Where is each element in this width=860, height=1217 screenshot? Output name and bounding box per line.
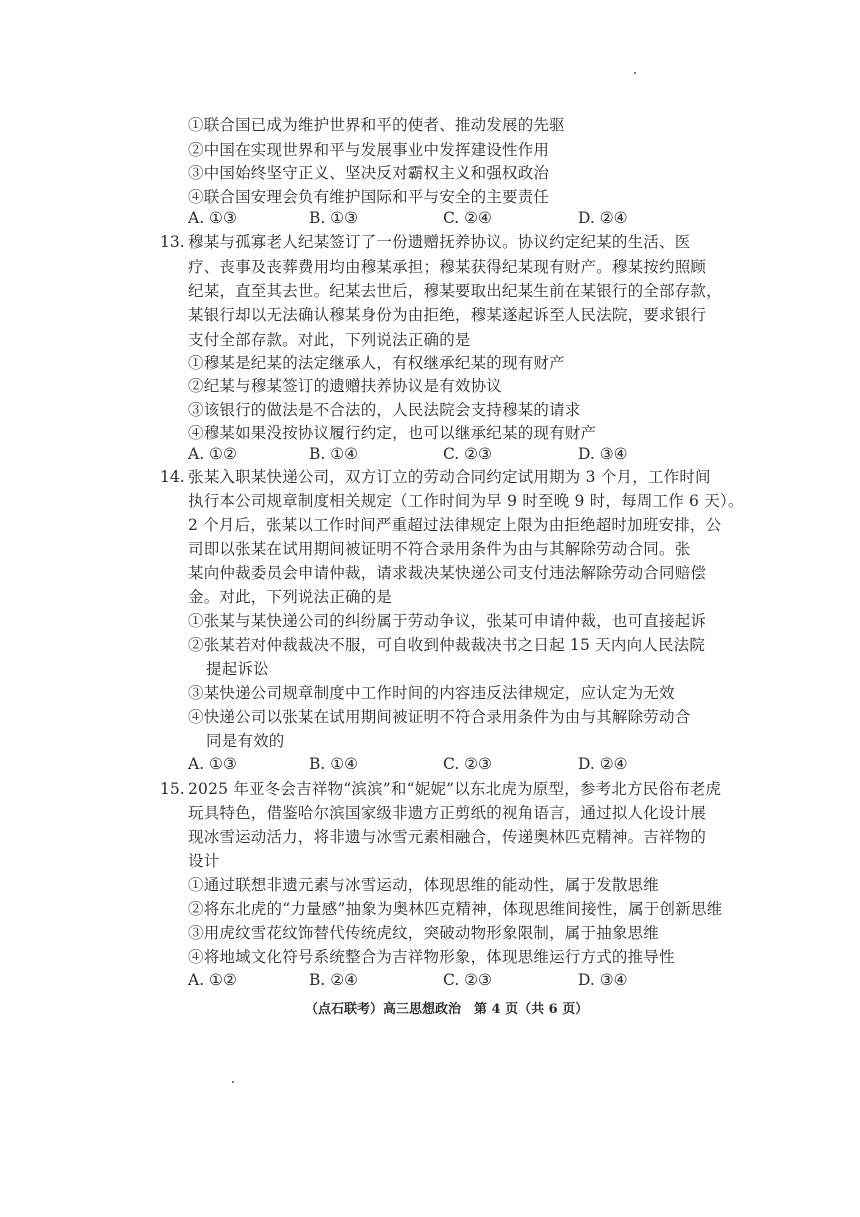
q14-stem-line: 金。对此，下列说法正确的是 bbox=[188, 588, 393, 606]
q14-item-3: ③某快递公司规章制度中工作时间的内容违反法律规定，应认定为无效 bbox=[188, 684, 675, 702]
q13-item-1: ①穆某是纪某的法定继承人，有权继承纪某的现有财产 bbox=[188, 354, 565, 372]
page-footer: （点石联考）高三思想政治 第 4 页（共 6 页） bbox=[305, 1002, 589, 1017]
q13-stem-line: 疗、丧事及丧葬费用均由穆某承担；穆某获得纪某现有财产。穆某按约照顾 bbox=[188, 258, 707, 276]
q15-item-4: ④将地域文化符号系统整合为吉祥物形象，体现思维运行方式的推导性 bbox=[188, 948, 675, 966]
q14-stem-line: 执行本公司规章制度相关规定（工作时间为早 9 时至晚 9 时，每周工作 6 天）。 bbox=[188, 492, 744, 510]
q13-options bbox=[188, 444, 648, 464]
q12-item-2: ②中国在实现世界和平与发展事业中发挥建设性作用 bbox=[188, 141, 550, 159]
option-d: D. ③④ bbox=[578, 971, 628, 989]
q15-stem-line: 玩具特色，借鉴哈尔滨国家级非遗方正剪纸的视角语言，通过拟人化设计展 bbox=[188, 804, 707, 822]
option-d: D. ②④ bbox=[578, 209, 628, 227]
q13-stem-line: 纪某，直至其去世。纪某去世后，穆某要取出纪某生前在某银行的全部存款， bbox=[188, 282, 722, 300]
q13-stem-line: 某银行却以无法确认穆某身份为由拒绝，穆某遂起诉至人民法院，要求银行 bbox=[188, 306, 707, 324]
q14-stem-line: 某向仲裁委员会申请仲裁，请求裁决某快递公司支付违法解除劳动合同赔偿 bbox=[188, 564, 707, 582]
q13-item-4: ④穆某如果没按协议履行约定，也可以继承纪某的现有财产 bbox=[188, 424, 597, 442]
question-number: 13. bbox=[160, 233, 185, 251]
option-c: C. ②③ bbox=[443, 971, 492, 989]
scan-speck bbox=[232, 1081, 234, 1083]
option-b: B. ①④ bbox=[309, 755, 359, 773]
option-d: D. ③④ bbox=[578, 445, 628, 463]
question-number: 15. bbox=[160, 780, 185, 798]
q15-item-1: ①通过联想非遗元素与冰雪运动，体现思维的能动性，属于发散思维 bbox=[188, 876, 660, 894]
option-b: B. ①③ bbox=[309, 209, 359, 227]
q14-stem-line: 张某入职某快递公司，双方订立的劳动合同约定试用期为 3 个月，工作时间 bbox=[188, 468, 711, 486]
q14-item-2: ②张某若对仲裁裁决不服，可自收到仲裁裁决书之日起 15 天内向人民法院 bbox=[188, 636, 706, 654]
option-c: C. ②③ bbox=[443, 755, 492, 773]
q14-item-4: ④快递公司以张某在试用期间被证明不符合录用条件为由与其解除劳动合 bbox=[188, 708, 691, 726]
q13-item-3: ③该银行的做法是不合法的，人民法院会支持穆某的请求 bbox=[188, 401, 581, 419]
option-a: A. ①② bbox=[188, 971, 237, 989]
scan-speck bbox=[634, 72, 636, 74]
q15-stem-line: 设计 bbox=[188, 852, 220, 870]
q15-options bbox=[188, 970, 648, 990]
option-b: B. ②④ bbox=[309, 971, 359, 989]
q14-stem-line: 司即以张某在试用期间被证明不符合录用条件为由与其解除劳动合同。张 bbox=[188, 540, 691, 558]
q12-item-1: ①联合国已成为维护世界和平的使者、推动发展的先驱 bbox=[188, 116, 565, 134]
q14-stem-line: 2 个月后，张某以工作时间严重超过法律规定上限为由拒绝超时加班安排，公 bbox=[188, 516, 722, 534]
question-number: 14. bbox=[160, 468, 185, 486]
q13-stem-line: 穆某与孤寡老人纪某签订了一份遗赠抚养协议。协议约定纪某的生活、医 bbox=[188, 233, 691, 251]
q15-item-2: ②将东北虎的“力量感”抽象为奥林匹克精神，体现思维间接性，属于创新思维 bbox=[188, 900, 723, 918]
option-c: C. ②④ bbox=[443, 209, 492, 227]
option-c: C. ②③ bbox=[443, 445, 492, 463]
option-d: D. ②④ bbox=[578, 755, 628, 773]
q12-item-3: ③中国始终坚守正义、坚决反对霸权主义和强权政治 bbox=[188, 164, 550, 182]
q13-stem-line: 支付全部存款。对此，下列说法正确的是 bbox=[188, 331, 471, 349]
q15-stem-line: 现冰雪运动活力，将非遗与冰雪元素相融合，传递奥林匹克精神。吉祥物的 bbox=[188, 828, 707, 846]
q15-stem-line: 2025 年亚冬会吉祥物“滨滨”和“妮妮”以东北虎为原型，参考北方民俗布老虎 bbox=[188, 780, 722, 798]
q12-options bbox=[188, 208, 648, 228]
q15-item-3: ③用虎纹雪花纹饰替代传统虎纹，突破动物形象限制，属于抽象思维 bbox=[188, 924, 660, 942]
option-b: B. ①④ bbox=[309, 445, 359, 463]
q14-options bbox=[188, 754, 648, 774]
option-a: A. ①③ bbox=[188, 755, 237, 773]
q14-item-2-cont: 提起诉讼 bbox=[206, 660, 269, 678]
q12-item-4: ④联合国安理会负有维护国际和平与安全的主要责任 bbox=[188, 188, 550, 206]
option-a: A. ①③ bbox=[188, 209, 237, 227]
q14-item-1: ①张某与某快递公司的纠纷属于劳动争议，张某可申请仲裁，也可直接起诉 bbox=[188, 612, 707, 630]
q14-item-4-cont: 同是有效的 bbox=[206, 732, 285, 750]
q13-item-2: ②纪某与穆某签订的遗赠扶养协议是有效协议 bbox=[188, 377, 503, 395]
option-a: A. ①② bbox=[188, 445, 237, 463]
